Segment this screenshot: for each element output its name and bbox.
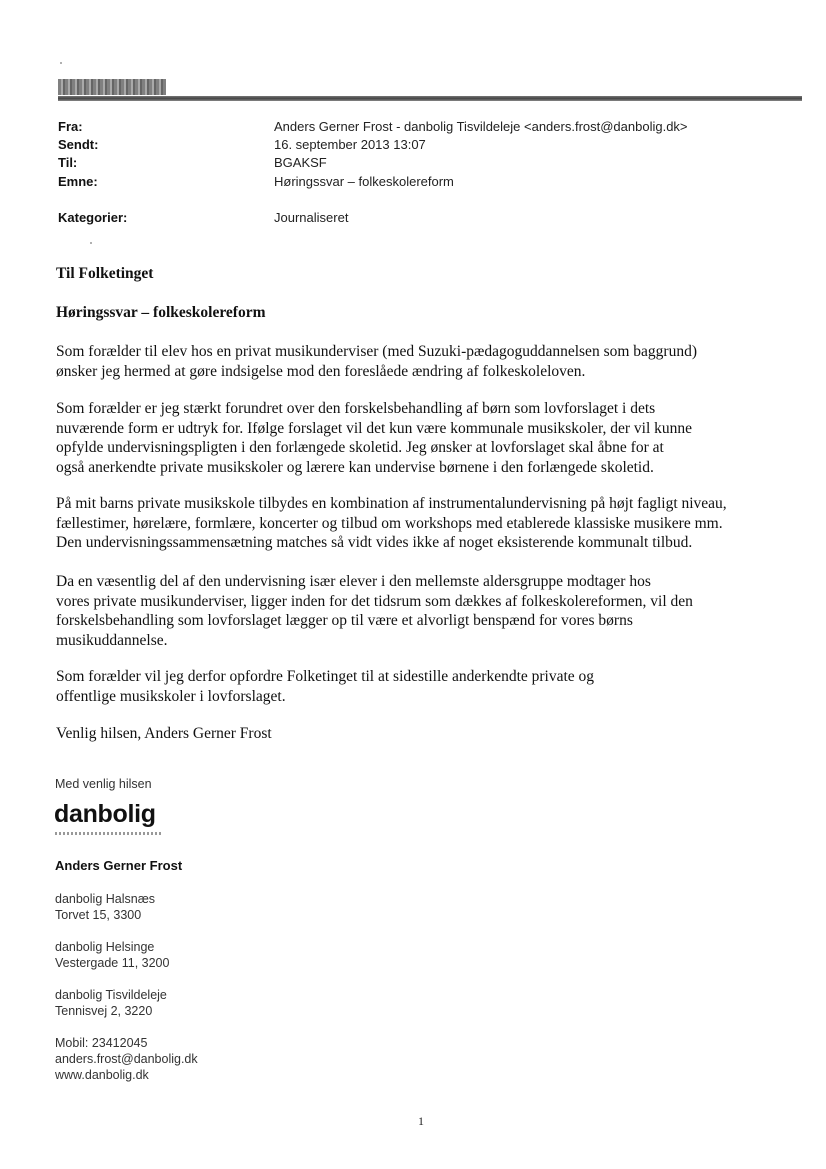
office-name: danbolig Halsnæs [55,892,156,906]
text-line: Da en væsentlig del af den undervisning især elever i den mellemste aldersgruppe modtager hos [56,573,651,590]
text-line: musikuddannelse. [56,631,168,649]
office-block [55,939,169,971]
text-line: Som forælder til elev hos en privat musikunderviser (med Suzuki-pædagoguddannelsen som baggrund) [56,343,697,360]
danbolig-logo: danbolig [54,800,156,828]
office-name: danbolig Helsinge [55,940,155,954]
meta-value: Journaliseret [274,210,349,225]
meta-value: Høringssvar – folkeskolereform [274,174,454,189]
text-line: ønsker jeg hermed at gøre indsigelse mod den foreslåede ændring af folkeskoleloven. [56,362,586,380]
meta-label: Sendt: [58,137,99,152]
meta-value: 16. september 2013 13:07 [274,137,426,152]
meta-label: Kategorier: [58,210,128,225]
text-line: På mit barns private musikskole tilbydes en kombination af instrumentalundervisning på højt fagligt niveau, [56,495,727,512]
letter-subject: Høringssvar – folkeskolereform [56,304,266,321]
office-block [55,987,167,1019]
contact-block [55,1035,198,1083]
logo-tagline-mark [55,832,163,835]
page-number: 1 [418,1114,424,1128]
text-line: fællestimer, hørelære, formlære, koncerter og tilbud om workshops med etablerede klassiske musikere mm. [56,514,723,532]
paragraph [56,399,692,477]
office-block [55,891,155,923]
text-line: vores private musikunderviser, ligger inden for det tidsrum som dækkes af folkeskolereformen, vil den [56,592,693,610]
paragraph [56,494,727,553]
salutation: Til Folketinget [56,265,154,282]
office-address: Torvet 15, 3300 [55,908,142,922]
office-name: danbolig Tisvildeleje [55,988,167,1002]
text-line: Som forælder vil jeg derfor opfordre Folketinget til at sidestille anderkendte private og [56,668,595,685]
text-line: opfylde undervisningspligten i den forlængede skoletid. Jeg ønsker at lovforslaget skal åbne for at [56,439,664,456]
meta-value: Anders Gerner Frost - danbolig Tisvildeleje <anders.frost@danbolig.dk> [274,119,688,134]
text-line: Den undervisningssammensætning matches så vidt vides ikke af noget eksisterende kommunalt tilbud. [56,534,693,551]
mobile-number: Mobil: 23412045 [55,1036,148,1050]
meta-value: BGAKSF [274,155,327,170]
office-address: Tennisvej 2, 3220 [55,1004,153,1018]
meta-label: Til: [58,155,78,170]
meta-label: Emne: [58,174,98,189]
text-line: nuværende form er udtryk for. Ifølge forslaget vil det kun være kommunale musikskoler, der vil kunne [56,419,693,437]
signature-name: Anders Gerner Frost [55,858,183,873]
text-line: offentlige musikskoler i lovforslaget. [56,687,286,705]
scan-speck [90,242,92,244]
text-line: også anerkendte private musikskoler og lærere kan undervise børnene i den forlængede skoletid. [56,458,654,476]
text-line: forskelsbehandling som lovforslaget lægger op til være et alvorligt benspænd for vores børns [56,612,633,629]
paragraph [56,667,594,706]
text-line: Som forælder er jeg stærkt forundret over den forskelsbehandling af børn som lovforslaget i dets [56,400,656,417]
paragraph [56,342,697,381]
text-line: Venlig hilsen, Anders Gerner Frost [56,725,272,742]
meta-label: Fra: [58,119,83,134]
header-divider [58,96,802,101]
redacted-sender-header [58,79,166,95]
website-link[interactable]: www.danbolig.dk [55,1068,149,1082]
scan-speck [60,62,62,64]
email-address[interactable]: anders.frost@danbolig.dk [55,1052,198,1066]
paragraph [56,572,693,650]
signature-greeting: Med venlig hilsen [55,777,152,791]
closing-line [56,724,272,744]
office-address: Vestergade 11, 3200 [55,956,170,970]
